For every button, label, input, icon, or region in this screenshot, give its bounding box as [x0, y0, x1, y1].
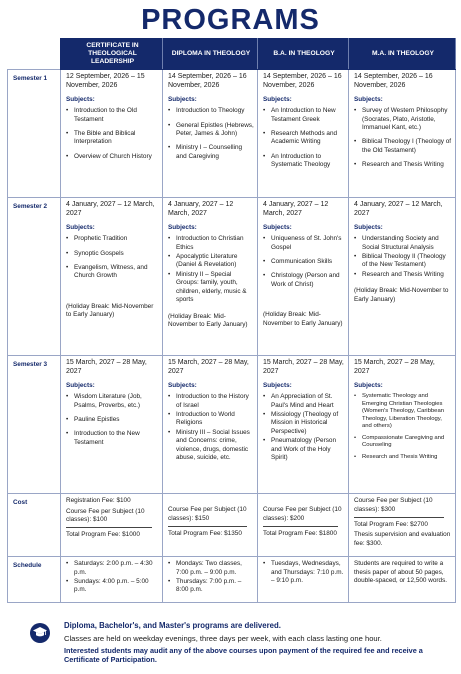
total-fee: Total Program Fee: $1800: [263, 530, 337, 537]
subject-item: • Ministry III – Social Issues and Concerns: crime, violence, drugs, domestic abuse, suicide, etc.: [168, 429, 254, 463]
schedule-item: • Thursdays: 7:00 p.m. – 8:00 p.m.: [168, 578, 254, 595]
semester-date: 4 January, 2027 – 12 March, 2027: [66, 201, 155, 217]
subject-item: • An Introduction to Systematic Theology: [263, 153, 345, 170]
semester-date: 4 January, 2027 – 12 March, 2027: [168, 201, 234, 217]
semester1-ma-cell: [349, 70, 456, 198]
divider: [66, 527, 152, 528]
subject-item: • Research and Thesis Writing: [354, 161, 452, 169]
subject-item: • Ministry II – Special Groups: family, youth, children, elderly, music & sports: [168, 271, 254, 305]
subject-item: • Missiology (Theology of Mission in Historical Perspective): [263, 411, 345, 436]
subject-list: [263, 107, 345, 170]
row-label-cost: Cost: [8, 494, 61, 557]
subject-item: • An Appreciation of St. Paul's Mind and Heart: [263, 393, 345, 410]
col-header-ma: M.A. IN THEOLOGY: [349, 39, 456, 70]
subjects-label: Subjects:: [354, 95, 383, 103]
semester-date: 14 September, 2026 – 16 November, 2026: [354, 73, 433, 89]
subject-item: • Christology (Person and Work of Christ): [263, 272, 345, 289]
row-label-schedule: Schedule: [8, 557, 61, 603]
registration-fee: Registration Fee: $100: [66, 497, 131, 505]
subject-item: • An Introduction to New Testament Greek: [263, 107, 345, 124]
subjects-label: Subjects:: [168, 223, 197, 231]
semester-date: 15 March, 2027 – 28 May, 2027: [263, 359, 344, 375]
subject-item: • Introduction to the New Testament: [66, 430, 159, 447]
schedule-item: • Saturdays: 2:00 p.m. – 4:30 p.m.: [66, 560, 159, 577]
semester3-ba-cell: [258, 356, 349, 494]
schedule-list: [66, 560, 159, 595]
footer-audit-note: Interested students may audit any of the above courses upon payment of the required fee and receive a Certificate of Participation.: [64, 646, 423, 665]
subject-list: [168, 393, 254, 463]
subject-item: • Research and Thesis Writing: [354, 454, 452, 462]
total-fee: Total Program Fee: $1350: [168, 530, 242, 537]
footer-classes-note: Classes are held on weekday evenings, three days per week, with each class lasting one hour.: [64, 634, 382, 643]
row-label-semester1: Semester 1: [8, 70, 61, 198]
schedule-item: • Mondays: Two classes, 7:00 p.m. – 9:00 p.m.: [168, 560, 254, 577]
holiday-note: (Holiday Break: Mid-November to Early January): [168, 312, 248, 329]
subject-item: • Research and Thesis Writing: [354, 271, 452, 279]
subject-list: [263, 235, 345, 289]
schedule-row: [8, 557, 456, 603]
schedule-ma-cell: [349, 557, 456, 603]
semester2-diploma-cell: [163, 198, 258, 356]
semester2-row: [8, 198, 456, 356]
subject-item: • General Epistles (Hebrews, Peter, James & John): [168, 122, 254, 139]
subjects-label: Subjects:: [66, 95, 95, 103]
subject-list: [354, 235, 452, 279]
course-fee: Course Fee per Subject (10 classes): $200: [263, 506, 342, 522]
cost-diploma-cell: [163, 494, 258, 557]
subject-item: • Pneumatology (Person and Work of the Holy Spirit): [263, 437, 345, 462]
col-header-ba: B.A. IN THEOLOGY: [258, 39, 349, 70]
divider: [263, 526, 338, 527]
subject-item: • Evangelism, Witness, and Church Growth: [66, 264, 159, 281]
total-fee: Total Program Fee: $1000: [66, 531, 140, 539]
row-label-semester2: Semester 2: [8, 198, 61, 356]
semester1-ba-cell: [258, 70, 349, 198]
subject-item: • Survey of Western Philosophy (Socrates, Plato, Aristotle, Immanuel Kant, etc.): [354, 107, 452, 132]
programs-table: [7, 38, 456, 603]
subject-item: • Synoptic Gospels: [66, 250, 159, 258]
subject-item: • Wisdom Literature (Job, Psalms, Proverbs, etc.): [66, 393, 159, 410]
semester-date: 15 March, 2027 – 28 May, 2027: [66, 359, 147, 375]
semester2-ma-cell: [349, 198, 456, 356]
schedule-list: [263, 560, 345, 585]
schedule-certificate-cell: [61, 557, 163, 603]
cost-ma-cell: [349, 494, 456, 557]
course-fee: Course Fee per Subject (10 classes): $100: [66, 507, 145, 523]
semester2-ba-cell: [258, 198, 349, 356]
graduation-cap-icon: [30, 623, 50, 643]
header-row: [8, 39, 456, 70]
cost-row: [8, 494, 456, 557]
subject-item: • Compassionate Caregiving and Counseling: [354, 435, 452, 450]
subject-item: • Biblical Theology I (Theology of the Old Testament): [354, 138, 452, 155]
subject-item: • Systematic Theology and Emerging Christian Theologies (Women's Theology, Caribbean Theology, Liberation Theology, and others): [354, 393, 452, 431]
subject-item: • The Bible and Biblical Interpretation: [66, 130, 159, 147]
semester-date: 15 March, 2027 – 28 May, 2027: [168, 359, 249, 375]
subjects-label: Subjects:: [168, 381, 197, 389]
semester3-certificate-cell: [61, 356, 163, 494]
subject-list: [263, 393, 345, 463]
cost-certificate-cell: [61, 494, 163, 557]
semester1-certificate-cell: [61, 70, 163, 198]
subject-item: • Introduction to Christian Ethics: [168, 235, 254, 252]
cost-ba-cell: [258, 494, 349, 557]
subject-list: [66, 107, 159, 161]
schedule-ba-cell: [258, 557, 349, 603]
thesis-requirement: Students are required to write a thesis paper of about 50 pages, double-spaced, or 12,500 words.: [354, 560, 448, 584]
subject-item: • Pauline Epistles: [66, 416, 159, 424]
page-title: PROGRAMS: [141, 4, 320, 36]
subjects-label: Subjects:: [263, 95, 292, 103]
subject-list: [168, 107, 254, 161]
subject-item: • Understanding Society and Social Structural Analysis: [354, 235, 452, 252]
subject-item: • Ministry I – Counselling and Caregiving: [168, 144, 254, 161]
semester1-row: [8, 70, 456, 198]
subjects-label: Subjects:: [354, 223, 383, 231]
semester-date: 15 March, 2027 – 28 May, 2027: [354, 359, 435, 375]
subject-list: [66, 235, 159, 281]
subject-item: • Introduction to Theology: [168, 107, 254, 115]
semester3-ma-cell: [349, 356, 456, 494]
holiday-note: (Holiday Break: Mid-November to Early January): [263, 311, 343, 327]
subject-item: • Introduction to the History of Israel: [168, 393, 254, 410]
course-fee: Course Fee per Subject (10 classes): $150: [168, 506, 247, 522]
semester1-diploma-cell: [163, 70, 258, 198]
semester-date: 4 January, 2027 – 12 March, 2027: [354, 201, 443, 217]
schedule-list: [168, 560, 254, 595]
schedule-diploma-cell: [163, 557, 258, 603]
subject-list: [354, 107, 452, 170]
thesis-fee: Thesis supervision and evaluation fee: $300.: [354, 531, 451, 547]
row-label-semester3: Semester 3: [8, 356, 61, 494]
holiday-note: (Holiday Break: Mid-November to Early January): [354, 287, 449, 303]
semester2-certificate-cell: [61, 198, 163, 356]
subjects-label: Subjects:: [66, 223, 95, 231]
subject-item: • Apocalyptic Literature (Daniel & Revelation): [168, 253, 254, 270]
subject-item: • Prophetic Tradition: [66, 235, 159, 243]
subject-list: [66, 393, 159, 447]
subjects-label: Subjects:: [354, 381, 383, 389]
semester-date: 4 January, 2027 – 12 March, 2027: [263, 201, 329, 217]
course-fee: Course Fee per Subject (10 classes): $300: [354, 497, 433, 513]
semester-date: 14 September, 2026 – 16 November, 2026: [168, 73, 247, 89]
semester-date: 14 September, 2026 – 16 November, 2026: [263, 73, 342, 89]
subject-item: • Overview of Church History: [66, 153, 159, 161]
holiday-note: (Holiday Break: Mid-November to Early January): [66, 302, 154, 319]
subjects-label: Subjects:: [263, 381, 292, 389]
subject-item: • Introduction to World Religions: [168, 411, 254, 428]
schedule-item: • Sundays: 4:00 p.m. – 5:00 p.m.: [66, 578, 159, 595]
divider: [354, 517, 444, 518]
schedule-item: • Tuesdays, Wednesdays, and Thursdays: 7:10 p.m. – 9:10 p.m.: [263, 560, 345, 585]
col-header-certificate: CERTIFICATE IN THEOLOGICAL LEADERSHIP: [61, 39, 163, 70]
semester3-row: [8, 356, 456, 494]
subject-list: [354, 393, 452, 461]
subject-item: • Uniqueness of St. John's Gospel: [263, 235, 345, 252]
header-corner: [8, 39, 61, 70]
semester-date: 12 September, 2026 – 15 November, 2026: [66, 73, 145, 89]
total-fee: Total Program Fee: $2700: [354, 521, 428, 528]
subject-item: • Research Methods and Academic Writing: [263, 130, 345, 147]
divider: [168, 526, 247, 527]
col-header-diploma: DIPLOMA IN THEOLOGY: [163, 39, 258, 70]
subjects-label: Subjects:: [168, 95, 197, 103]
subject-list: [168, 235, 254, 305]
semester3-diploma-cell: [163, 356, 258, 494]
subject-item: • Introduction to the Old Testament: [66, 107, 159, 124]
subjects-label: Subjects:: [263, 223, 292, 231]
subject-item: • Biblical Theology II (Theology of the New Testament): [354, 253, 452, 270]
subjects-label: Subjects:: [66, 381, 95, 389]
subject-item: • Communication Skills: [263, 258, 345, 266]
footer-programs-note: Diploma, Bachelor's, and Master's programs are delivered.: [64, 621, 281, 630]
